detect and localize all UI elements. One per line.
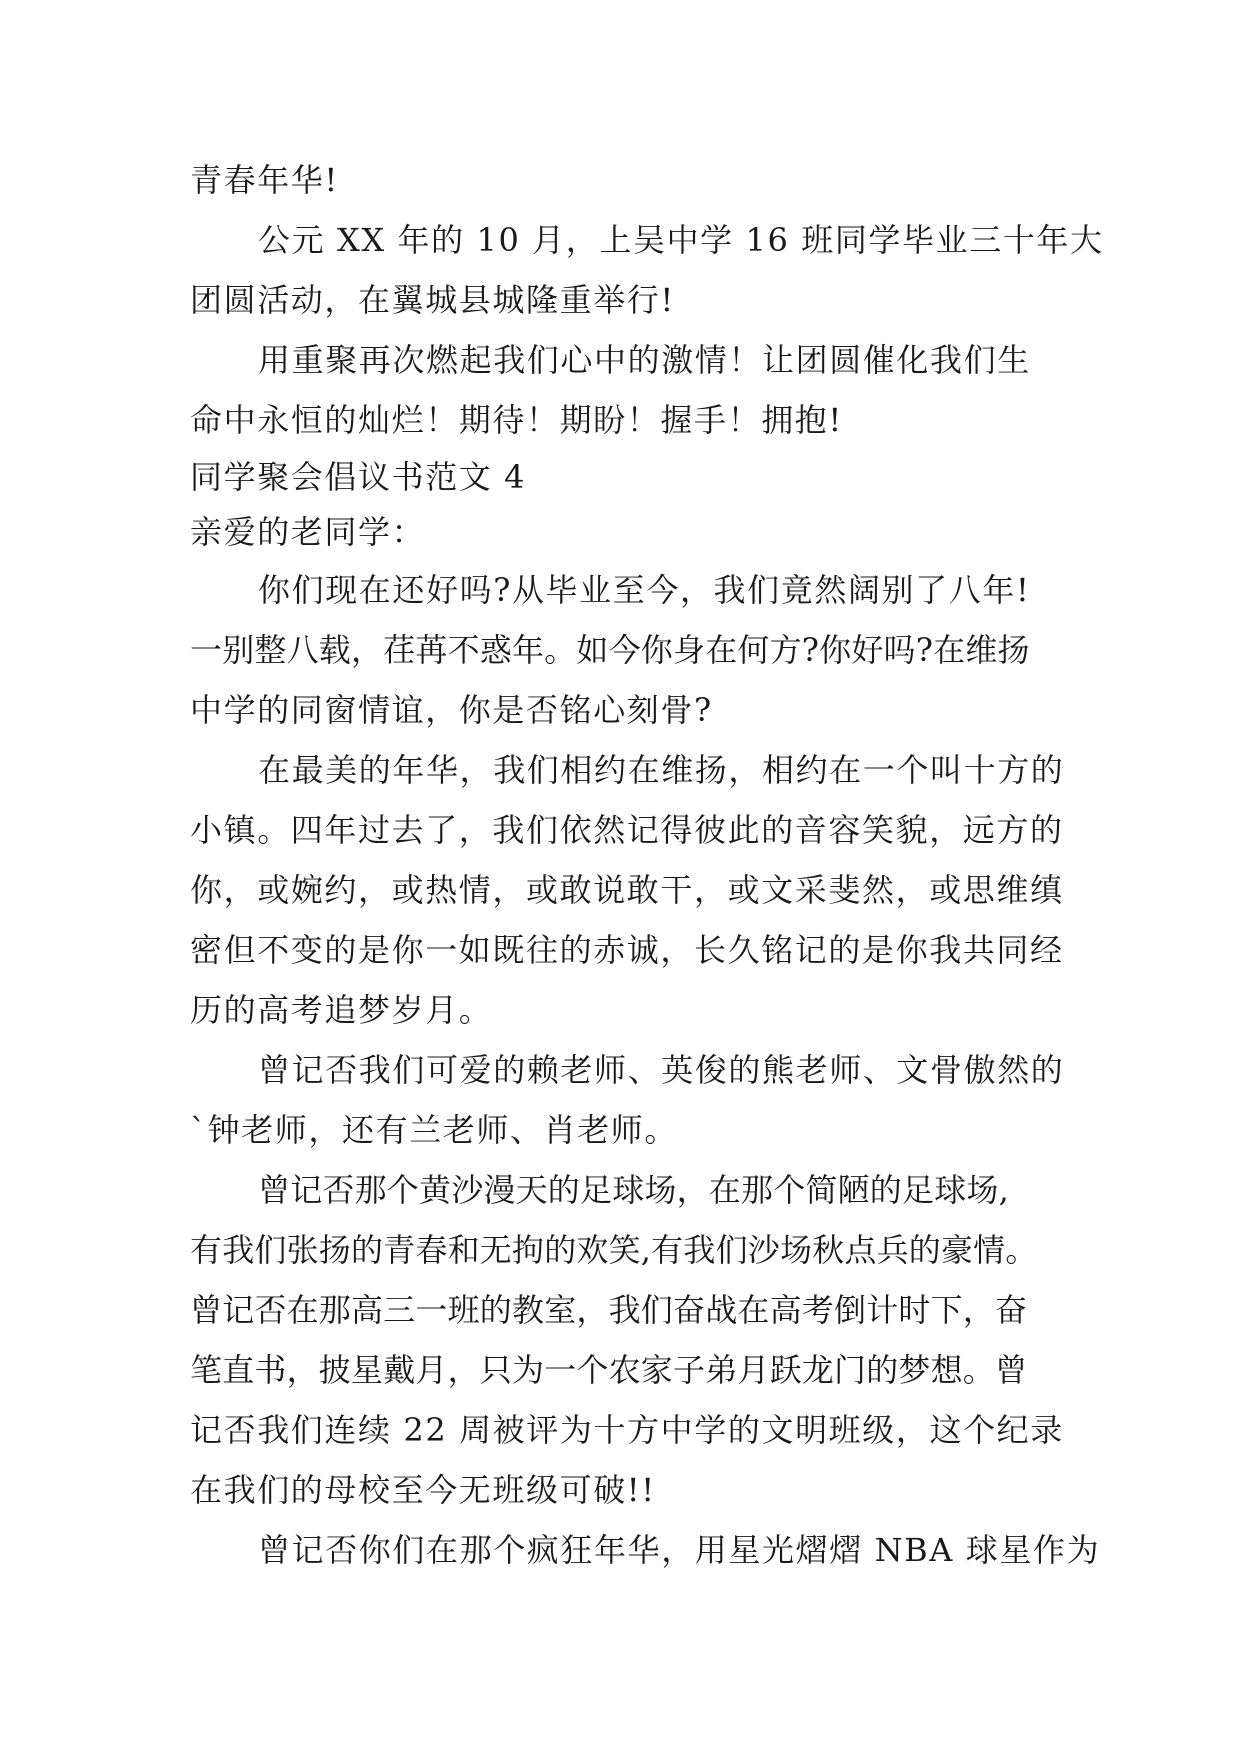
text-line: `钟老师，还有兰老师、肖老师。 bbox=[190, 1111, 679, 1149]
paragraph-first-line: 公元 XX 年的 10 月，上吴中学 16 班同学毕业三十年大 bbox=[258, 221, 1104, 259]
text-line: 小镇。四年过去了，我们依然记得彼此的音容笑貌，远方的 bbox=[190, 811, 1064, 849]
section-heading: 同学聚会倡议书范文 4 bbox=[190, 458, 527, 496]
paragraph-first-line: 曾记否我们可爱的赖老师、英俊的熊老师、文骨傲然的 bbox=[258, 1051, 1065, 1089]
paragraph-first-line: 曾记否那个黄沙漫天的足球场，在那个简陋的足球场, bbox=[258, 1171, 1009, 1209]
text-line: 记否我们连续 22 周被评为十方中学的文明班级，这个纪录 bbox=[190, 1411, 1064, 1449]
text-line: 命中永恒的灿烂！期待！期盼！握手！拥抱! bbox=[190, 401, 843, 439]
paragraph-first-line: 用重聚再次燃起我们心中的激情！让团圆催化我们生 bbox=[258, 341, 1031, 379]
text-line: 在我们的母校至今无班级可破!! bbox=[190, 1471, 656, 1509]
text-line: 团圆活动，在翼城县城隆重举行! bbox=[190, 281, 675, 319]
salutation: 亲爱的老同学： bbox=[190, 513, 426, 551]
text-line: 历的高考追梦岁月。 bbox=[190, 991, 493, 1029]
paragraph-first-line: 在最美的年华，我们相约在维扬，相约在一个叫十方的 bbox=[258, 751, 1065, 789]
paragraph-first-line: 你们现在还好吗?从毕业至今，我们竟然阔别了八年! bbox=[258, 571, 1031, 609]
text-line: 密但不变的是你一如既往的赤诚，长久铭记的是你我共同经 bbox=[190, 931, 1064, 969]
text-line: 中学的同窗情谊，你是否铭心刻骨? bbox=[190, 691, 713, 729]
text-line: 一别整八载，荏苒不惑年。如今你身在何方?你好吗?在维扬 bbox=[190, 631, 1030, 669]
text-line: 你，或婉约，或热情，或敢说敢干，或文采斐然，或思维缜 bbox=[190, 871, 1064, 909]
document-body bbox=[190, 150, 1104, 1580]
text-line: 青春年华! bbox=[190, 161, 339, 199]
text-line: 笔直书，披星戴月，只为一个农家子弟月跃龙门的梦想。曾 bbox=[190, 1351, 1028, 1389]
paragraph-first-line: 曾记否你们在那个疯狂年华，用星光熠熠 NBA 球星作为 bbox=[258, 1531, 1101, 1569]
text-line: 曾记否在那高三一班的教室，我们奋战在高考倒计时下，奋 bbox=[190, 1291, 1028, 1329]
text-line: 有我们张扬的青春和无拘的欢笑,有我们沙场秋点兵的豪情。 bbox=[190, 1231, 1038, 1269]
